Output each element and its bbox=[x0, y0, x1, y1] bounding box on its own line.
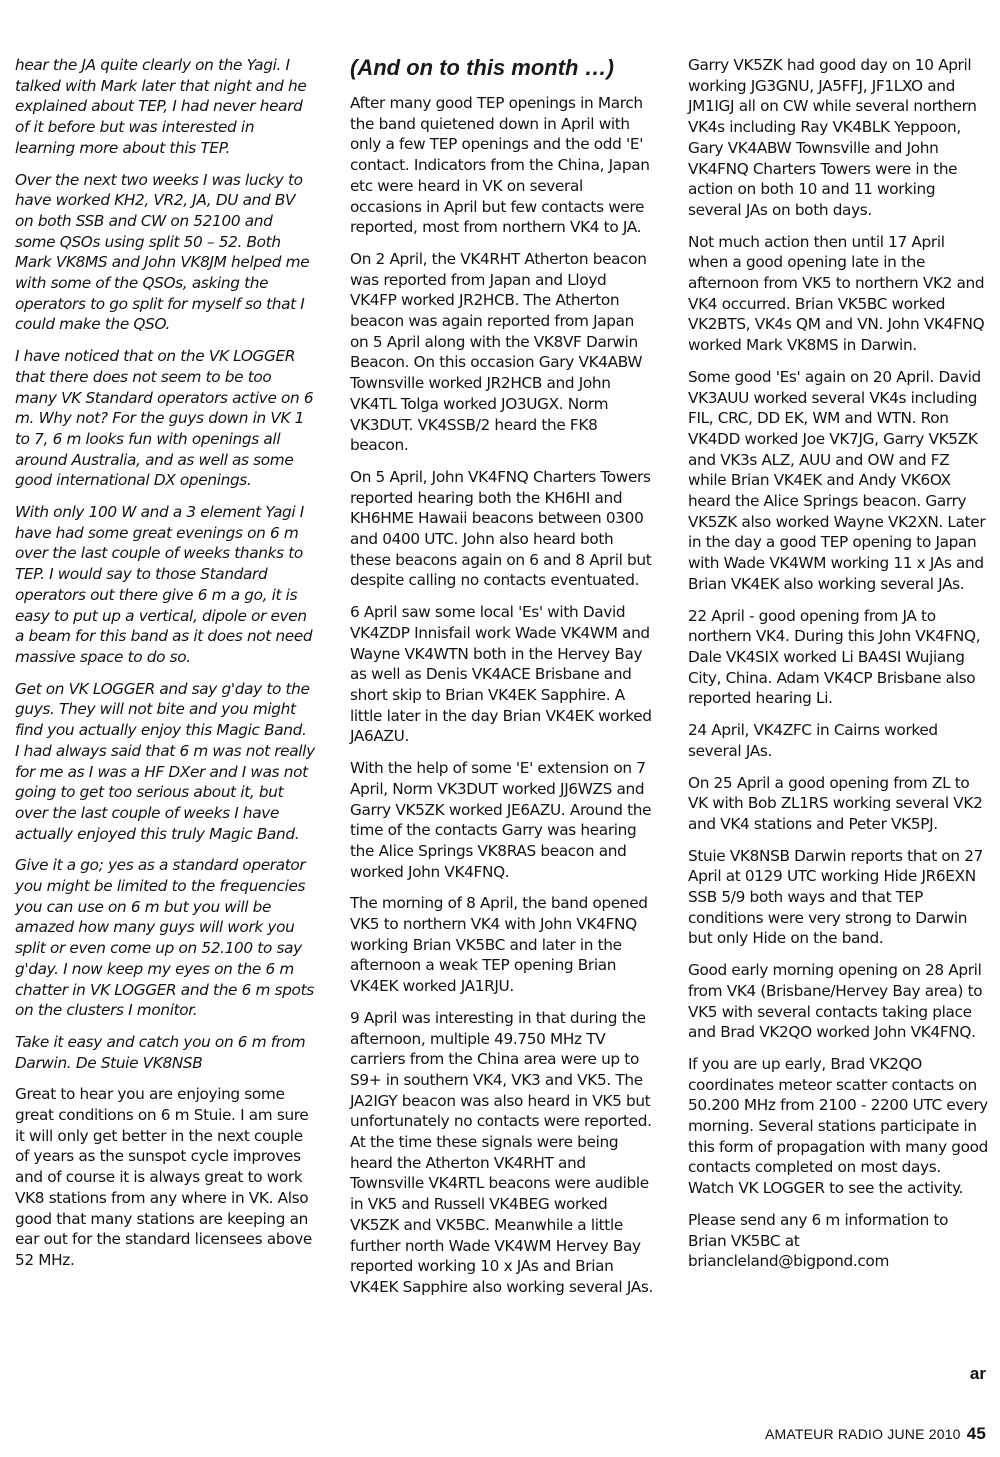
report-paragraph-5: With the help of some 'E' extension on 7 April, Norm VK3DUT worked JJ6WZS and Garry VK5ZK worked JE6AZU. Around the time of the contacts Garry was hearing the Alice Springs VK8RAS beacon and worked John VK4FNQ. bbox=[350, 759, 652, 881]
report-paragraph-1: After many good TEP openings in March the band quietened down in April with only a few TEP openings and the odd 'E' contact. Indicators from the China, Japan etc were heard in VK on several occasions in April but few contacts were reported, most from northern VK4 to JA. bbox=[350, 94, 650, 237]
report-paragraph-4: 6 April saw some local 'Es' with David VK4ZDP Innisfail work Wade VK4WM and Wayne VK4WTN both in the Hervey Bay as well as Denis VK4ACE Brisbane and short skip to Brian VK4EK Sapphire. A little later in the day Brian VK4EK worked JA6AZU. bbox=[350, 603, 652, 746]
report-paragraph-13: On 25 April a good opening from ZL to VK with Bob ZL1RS working several VK2 and VK4 stations and Peter VK5PJ. bbox=[688, 773, 983, 833]
report-paragraph-10: Some good 'Es' again on 20 April. David VK3AUU worked several VK4s including FIL, CRC, DD EK, WM and WTN. Ron VK4DD worked Joe VK7JG, Garry VK5ZK and VK3s ALZ, AUU and OW and FZ while Brian VK4EK and Andy VK6OX heard the Alice Springs beacon. Garry VK5ZK also worked Wayne VK2XN. Later in the day a good TEP opening to Japan with Wade VK4WM working 11 x JAs and Brian VK4EK also working several JAs. bbox=[688, 367, 986, 593]
letter-signoff: Take it easy and catch you on 6 m from Darwin. De Stuie VK8NSB bbox=[15, 1032, 306, 1072]
publication-title: AMATEUR RADIO JUNE 2010 bbox=[764, 1426, 961, 1442]
report-paragraph-3: On 5 April, John VK4FNQ Charters Towers reported hearing both the KH6HI and KH6HME Hawaii beacons between 0300 and 0400 UTC. John also heard both these beacons again on 6 and 8 April but despite calling no contacts eventuated. bbox=[350, 467, 652, 590]
section-heading: (And on to this month …) bbox=[350, 55, 614, 80]
report-paragraph-12: 24 April, VK4ZFC in Cairns worked several JAs. bbox=[688, 721, 938, 760]
letter-paragraph-3: I have noticed that on the VK LOGGER that there does not seem to be too many VK Standard operators active on 6 m. Why not? For the guys down in VK 1 to 7, 6 m looks fun with openings all around Australia, and as well as some good international DX openings. bbox=[15, 347, 314, 490]
report-paragraph-15: Good early morning opening on 28 April from VK4 (Brisbane/Hervey Bay area) to VK5 with several contacts taking place and Brad VK2QO worked John VK4FNQ. bbox=[688, 961, 983, 1042]
editor-reply: Great to hear you are enjoying some great conditions on 6 m Stuie. I am sure it will only get better in the next couple of years as the sunspot cycle improves and of course it is always great to work VK8 stations from any where in VK. Also good that many stations are keeping an ear out for the standard licensees above 52 MHz. bbox=[15, 1085, 312, 1269]
letter-paragraph-5: Get on VK LOGGER and say g'day to the guys. They will not bite and you might find you actually enjoy this Magic Band. I had always said that 6 m was not really for me as I was a HF DXer and I was not going to get too serious about it, but over the last couple of weeks I have actually enjoyed this truly Magic Band. bbox=[15, 679, 315, 843]
letter-paragraph-6: Give it a go; yes as a standard operator you might be limited to the frequencies you can use on 6 m but you will be amazed how many guys will work you split or even come up on 52.100 to say g'day. I now keep my eyes on the 6 m chatter in VK LOGGER and the 6 m spots on the clusters I monitor. bbox=[15, 856, 314, 1020]
report-paragraph-7: 9 April was interesting in that during the afternoon, multiple 49.750 MHz TV carriers from the China area were up to S9+ in southern VK4, VK3 and VK5. The JA2IGY beacon was also heard in VK5 but unfortunately no contacts were reported. At the time these signals were being heard the Atherton VK4RHT and Townsville VK4RTL beacons were audible in VK5 and Russell VK4BEG worked VK5ZK and VK5BC. Meanwhile a little further north Wade VK4WM Hervey Bay reported working 10 x JAs and Brian VK4EK Sapphire also working several JAs. bbox=[350, 1008, 653, 1296]
report-paragraph-11: 22 April - good opening from JA to northern VK4. During this John VK4FNQ, Dale VK4SIX worked Li BA4SI Wujiang City, China. Adam VK4CP Brisbane also reported hearing Li. bbox=[688, 606, 981, 708]
page-number: 45 bbox=[966, 1424, 986, 1443]
report-paragraph-6: The morning of 8 April, the band opened VK5 to northern VK4 with John VK4FNQ working Brian VK5BC and later in the afternoon a weak TEP opening Brian VK4EK worked JA1RJU. bbox=[350, 894, 648, 996]
report-paragraph-9: Not much action then until 17 April when a good opening late in the afternoon from VK5 to northern VK2 and VK4 occurred. Brian VK5BC worked VK2BTS, VK4s QM and VN. John VK4FNQ worked Mark VK8MS in Darwin. bbox=[688, 232, 985, 355]
contact-paragraph: Please send any 6 m information to Brian VK5BC at briancleland@bigpond.com bbox=[688, 1210, 949, 1271]
report-paragraph-2: On 2 April, the VK4RHT Atherton beacon was reported from Japan and Lloyd VK4FP worked JR2HCB. The Atherton beacon was again reported from Japan on 5 April along with the VK8VF Darwin Beacon. On this occasion Gary VK4ABW Townsville worked JR2HCB and John VK4TL Tolga worked JO3UGX. Norm VK3DUT. VK4SSB/2 heard the FK8 beacon. bbox=[350, 249, 647, 455]
page-footer bbox=[765, 1424, 986, 1444]
column-left bbox=[15, 55, 315, 1282]
letter-paragraph-4: With only 100 W and a 3 element Yagi I have had some great evenings on 6 m over the last couple of weeks thanks to TEP. I would say to those Standard operators out there give 6 m a go, it is easy to put up a vertical, dipole or even a beam for this band as it does not need massive space to do so. bbox=[15, 503, 313, 666]
report-paragraph-14: Stuie VK8NSB Darwin reports that on 27 April at 0129 UTC working Hide JR6EXN SSB 5/9 both ways and that TEP conditions were very strong to Darwin but only Hide on the band. bbox=[688, 846, 983, 948]
article-end-mark: ar bbox=[969, 1364, 986, 1383]
column-middle bbox=[350, 55, 655, 1309]
letter-paragraph-2: Over the next two weeks I was lucky to have worked KH2, VR2, JA, DU and BV on both SSB and CW on 52100 and some QSOs using split 50 – 52. Both Mark VK8MS and John VK8JM helped me with some of the QSOs, asking the operators to go split for myself so that I could make the QSO. bbox=[15, 170, 310, 334]
column-right bbox=[688, 55, 988, 1283]
report-paragraph-16: If you are up early, Brad VK2QO coordinates meteor scatter contacts on 50.200 MHz from 2100 - 2200 UTC every morning. Several stations participate in this form of propagation with many good contacts completed on most days. Watch VK LOGGER to see the activity. bbox=[688, 1054, 988, 1198]
report-paragraph-8: Garry VK5ZK had good day on 10 April working JG3GNU, JA5FFJ, JF1LXO and JM1IGJ all on CW while several northern VK4s including Ray VK4BLK Yeppoon, Gary VK4ABW Townsville and John VK4FNQ Charters Towers were in the action on both 10 and 11 working several JAs on both days. bbox=[688, 56, 977, 219]
letter-paragraph-1: hear the JA quite clearly on the Yagi. I talked with Mark later that night and he explained about TEP, I had never heard of it before but was interested in learning more about this TEP. bbox=[15, 56, 307, 157]
